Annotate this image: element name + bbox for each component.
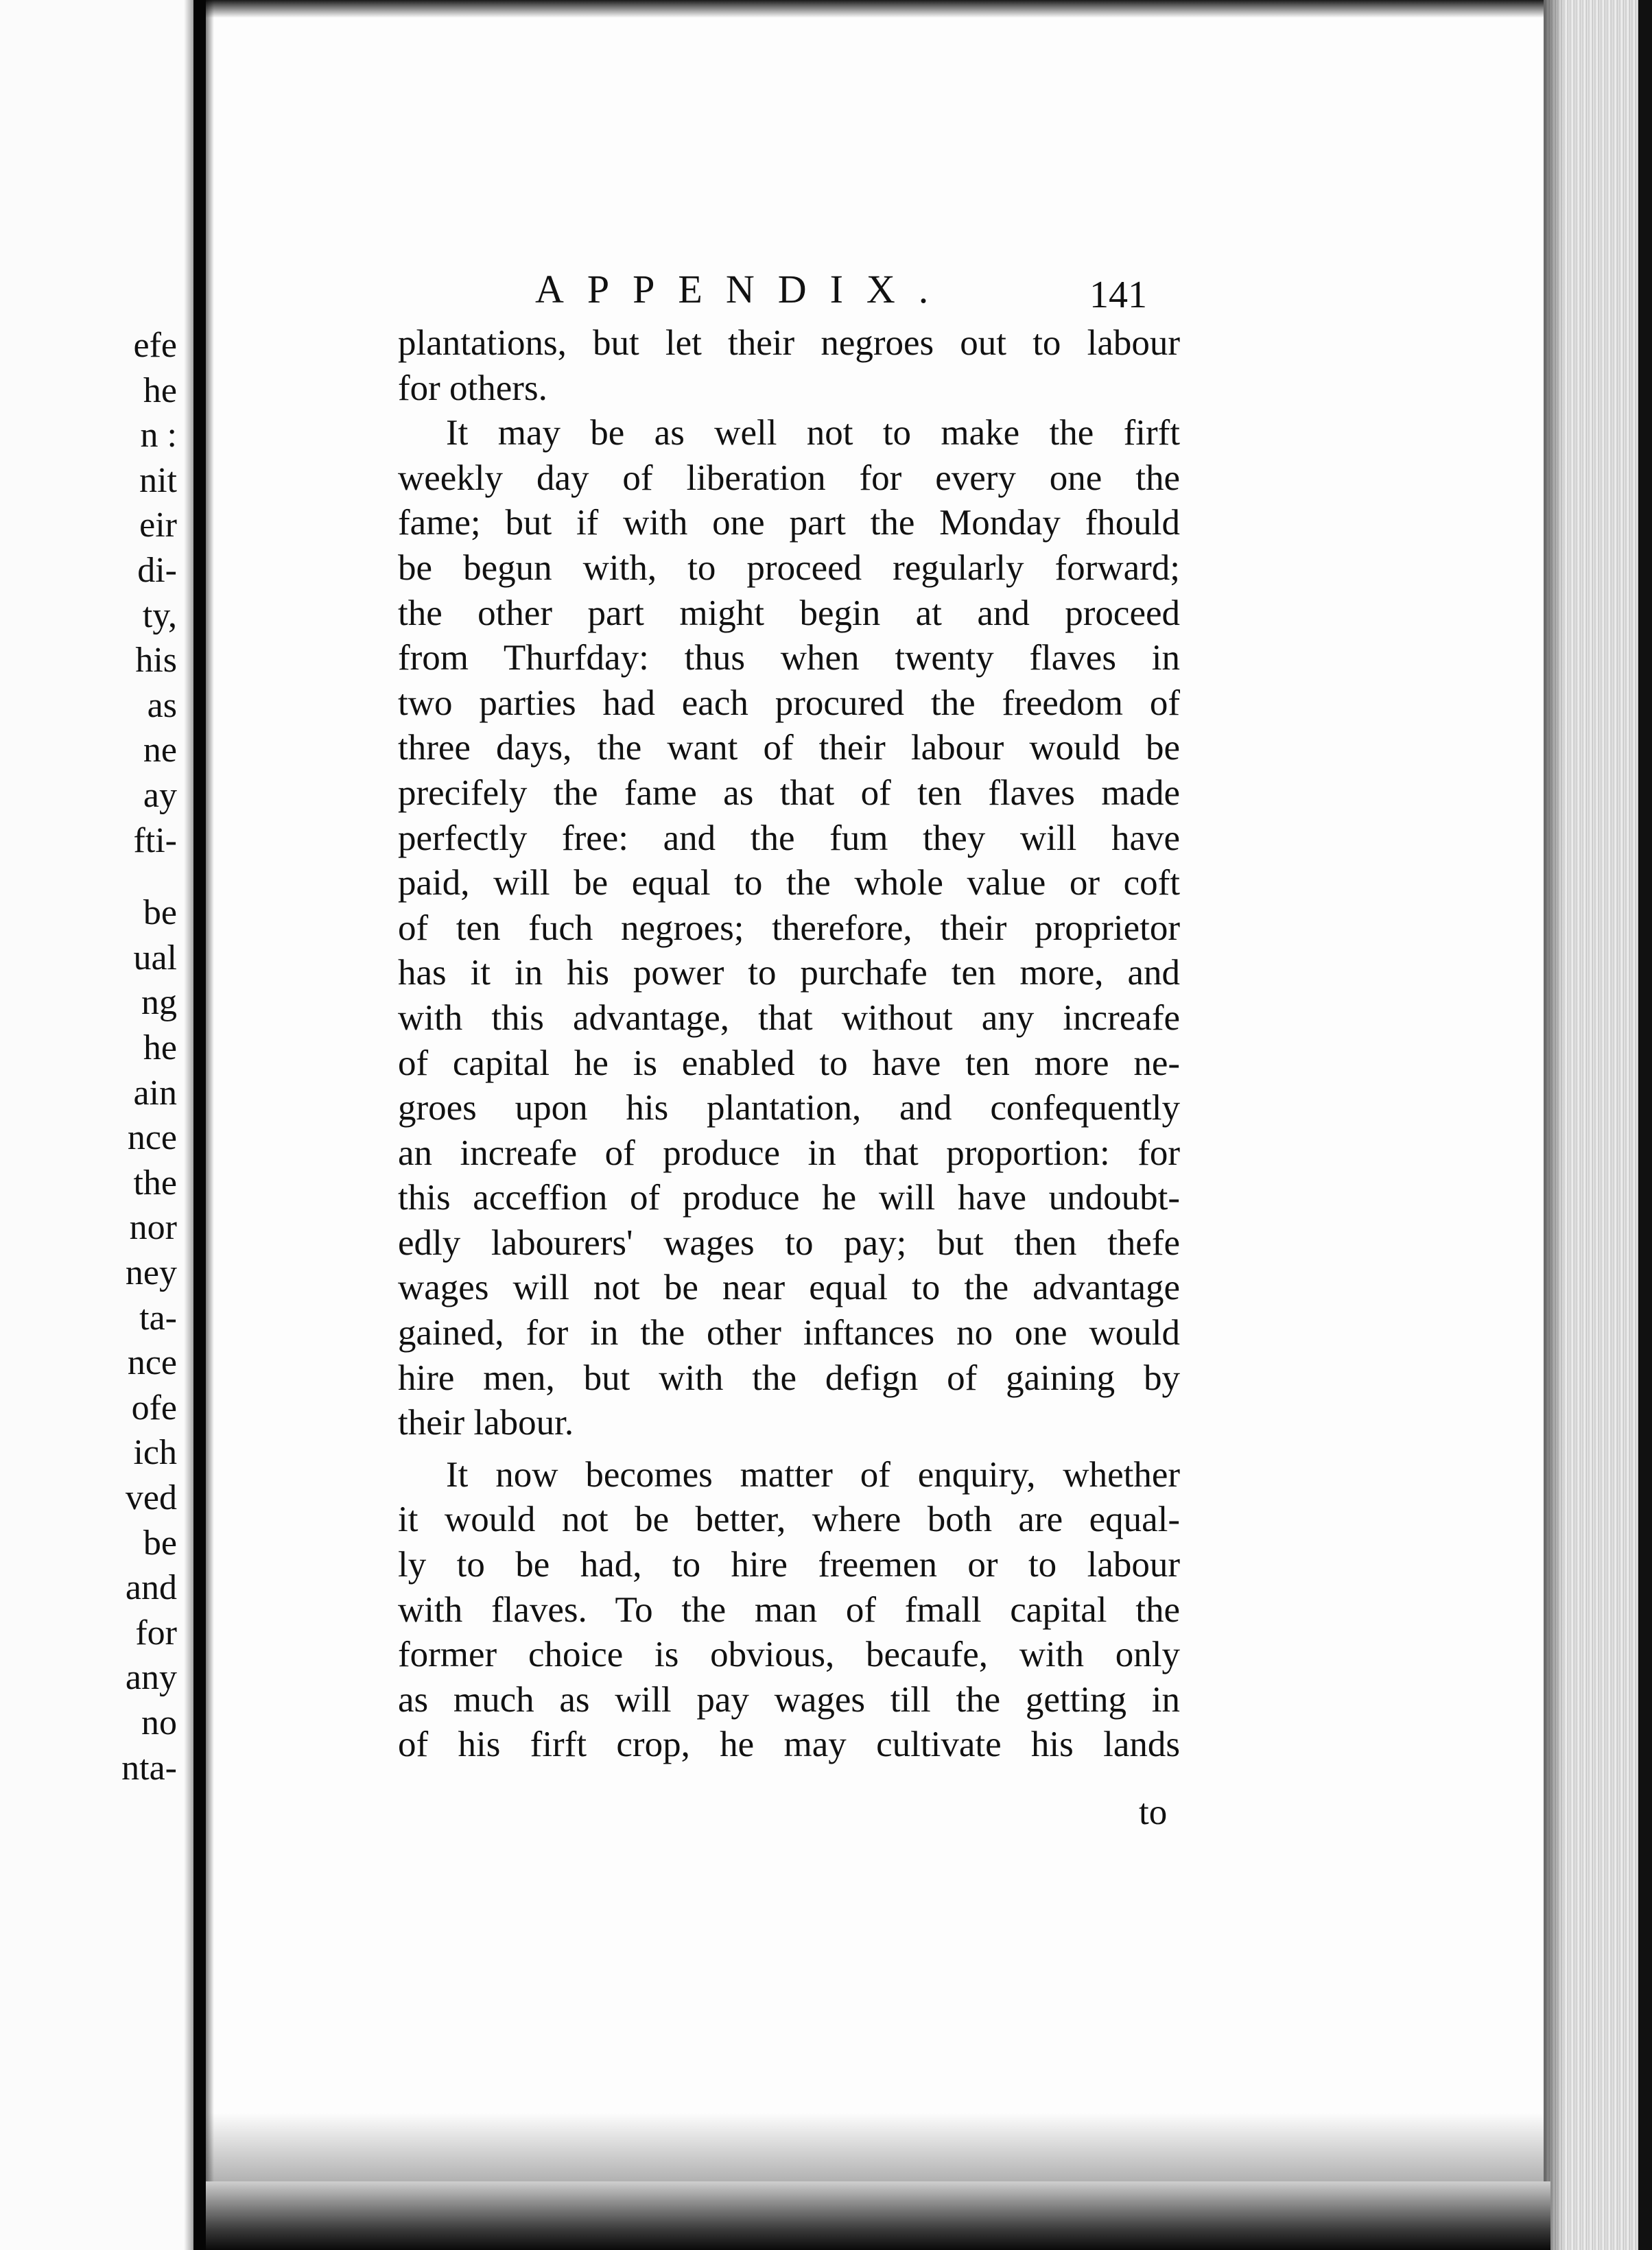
text-line: it would not be better, where both are equal-	[398, 1500, 1180, 1540]
facing-page-line-fragment: be	[143, 1523, 177, 1563]
facing-page-line-fragment: for	[135, 1613, 177, 1653]
body-text	[398, 321, 1180, 1768]
facing-page-line-fragment: ved	[125, 1478, 177, 1517]
facing-page-line-fragment: no	[141, 1703, 177, 1742]
text-line: as much as will pay wages till the getting in	[398, 1679, 1180, 1720]
text-line: former choice is obvious, becaufe, with only	[398, 1635, 1180, 1675]
facing-page-line-fragment: ain	[133, 1073, 177, 1113]
facing-page-line-fragment: nta-	[121, 1748, 177, 1788]
text-line: hire men, but with the defign of gaining by	[398, 1358, 1180, 1398]
text-line: of ten fuch negroes; therefore, their proprietor	[398, 908, 1180, 948]
facing-page-line-fragment: his	[135, 641, 177, 680]
catchword: to	[1139, 1792, 1168, 1832]
text-line: has it in his power to purchafe ten more, and	[398, 953, 1180, 993]
facing-page-line-fragment: he	[143, 370, 177, 410]
page-bottom-band	[206, 2181, 1550, 2250]
facing-page-line-fragment: ich	[133, 1433, 177, 1473]
text-line: three days, the want of their labour would be	[398, 728, 1180, 768]
facing-page-line-fragment: ty,	[142, 595, 177, 635]
paragraph-start-line: It may be as well not to make the firft	[446, 413, 1180, 453]
text-line: be begun with, to proceed regularly forward;	[398, 547, 1180, 588]
facing-page-line-fragment: fti-	[133, 820, 177, 860]
facing-page-line-fragment: ay	[143, 776, 177, 815]
facing-page-line-fragment: the	[133, 1163, 177, 1203]
fore-edge-shade	[1544, 0, 1564, 2250]
text-line: of his firft crop, he may cultivate his lands	[398, 1725, 1180, 1765]
facing-page-line-fragment: eir	[139, 506, 177, 545]
text-line: the other part might begin at and proceed	[398, 593, 1180, 633]
facing-page-line-fragment: ofe	[131, 1388, 177, 1428]
page-number: 141	[1089, 274, 1147, 316]
facing-page-line-fragment: ne	[143, 731, 177, 770]
paragraph-start-line: It now becomes matter of enquiry, whether	[446, 1454, 1180, 1495]
facing-page-line-fragment: ng	[141, 983, 177, 1023]
facing-page-left	[0, 0, 193, 2250]
facing-page-line-fragment: nce	[127, 1343, 177, 1383]
facing-page-line-fragment: as	[147, 685, 177, 725]
text-line: fame; but if with one part the Monday fhould	[398, 503, 1180, 543]
facing-page-line-fragment: nce	[127, 1118, 177, 1158]
text-line: edly labourers' wages to pay; but then thefe	[398, 1222, 1180, 1263]
facing-page-line-fragment: efe	[133, 326, 177, 365]
page-fore-edge	[1544, 0, 1652, 2250]
facing-page-line-fragment: any	[125, 1658, 177, 1698]
gutter-shadow	[184, 0, 193, 2250]
facing-page-line-fragment: di-	[137, 551, 177, 590]
text-line: wages will not be near equal to the advantage	[398, 1268, 1180, 1308]
fore-edge-outer	[1638, 0, 1652, 2250]
text-line: this acceffion of produce he will have undoubt-	[398, 1178, 1180, 1218]
text-line: ly to be had, to hire freemen or to labour	[398, 1545, 1180, 1585]
page-top-edge	[206, 0, 1550, 18]
facing-page-line-fragment: be	[143, 893, 177, 933]
running-head: APPENDIX.	[535, 267, 952, 311]
text-line: perfectly free: and the fum they will have	[398, 818, 1180, 858]
facing-page-line-fragment: nor	[129, 1208, 177, 1248]
text-line: from Thurfday: thus when twenty flaves in	[398, 638, 1180, 678]
facing-page-line-fragment: and	[125, 1568, 177, 1608]
page-gutter-edge	[206, 0, 214, 2209]
facing-page-line-fragment: ney	[125, 1253, 177, 1292]
text-line: of capital he is enabled to have ten more ne-	[398, 1043, 1180, 1083]
text-line: precifely the fame as that of ten flaves made	[398, 772, 1180, 813]
facing-page-line-fragment: ta-	[139, 1298, 177, 1338]
text-line: plantations, but let their negroes out to labour	[398, 323, 1180, 363]
text-line: with this advantage, that without any increafe	[398, 997, 1180, 1038]
text-line: groes upon his plantation, and confequently	[398, 1088, 1180, 1128]
facing-page-line-fragment: ual	[133, 938, 177, 978]
text-line: for others.	[398, 368, 547, 408]
text-line: with flaves. To the man of fmall capital the	[398, 1589, 1180, 1630]
text-line: weekly day of liberation for every one the	[398, 458, 1180, 498]
text-line: paid, will be equal to the whole value or coft	[398, 863, 1180, 903]
text-line: gained, for in the other inftances no one would	[398, 1313, 1180, 1353]
text-line: their labour.	[398, 1403, 574, 1443]
facing-page-line-fragment: n :	[140, 416, 177, 455]
facing-page-line-fragment: nit	[139, 460, 177, 500]
text-line: two parties had each procured the freedom of	[398, 683, 1180, 723]
facing-page-line-fragment: he	[143, 1028, 177, 1067]
text-line: an increafe of produce in that proportion: for	[398, 1133, 1180, 1173]
